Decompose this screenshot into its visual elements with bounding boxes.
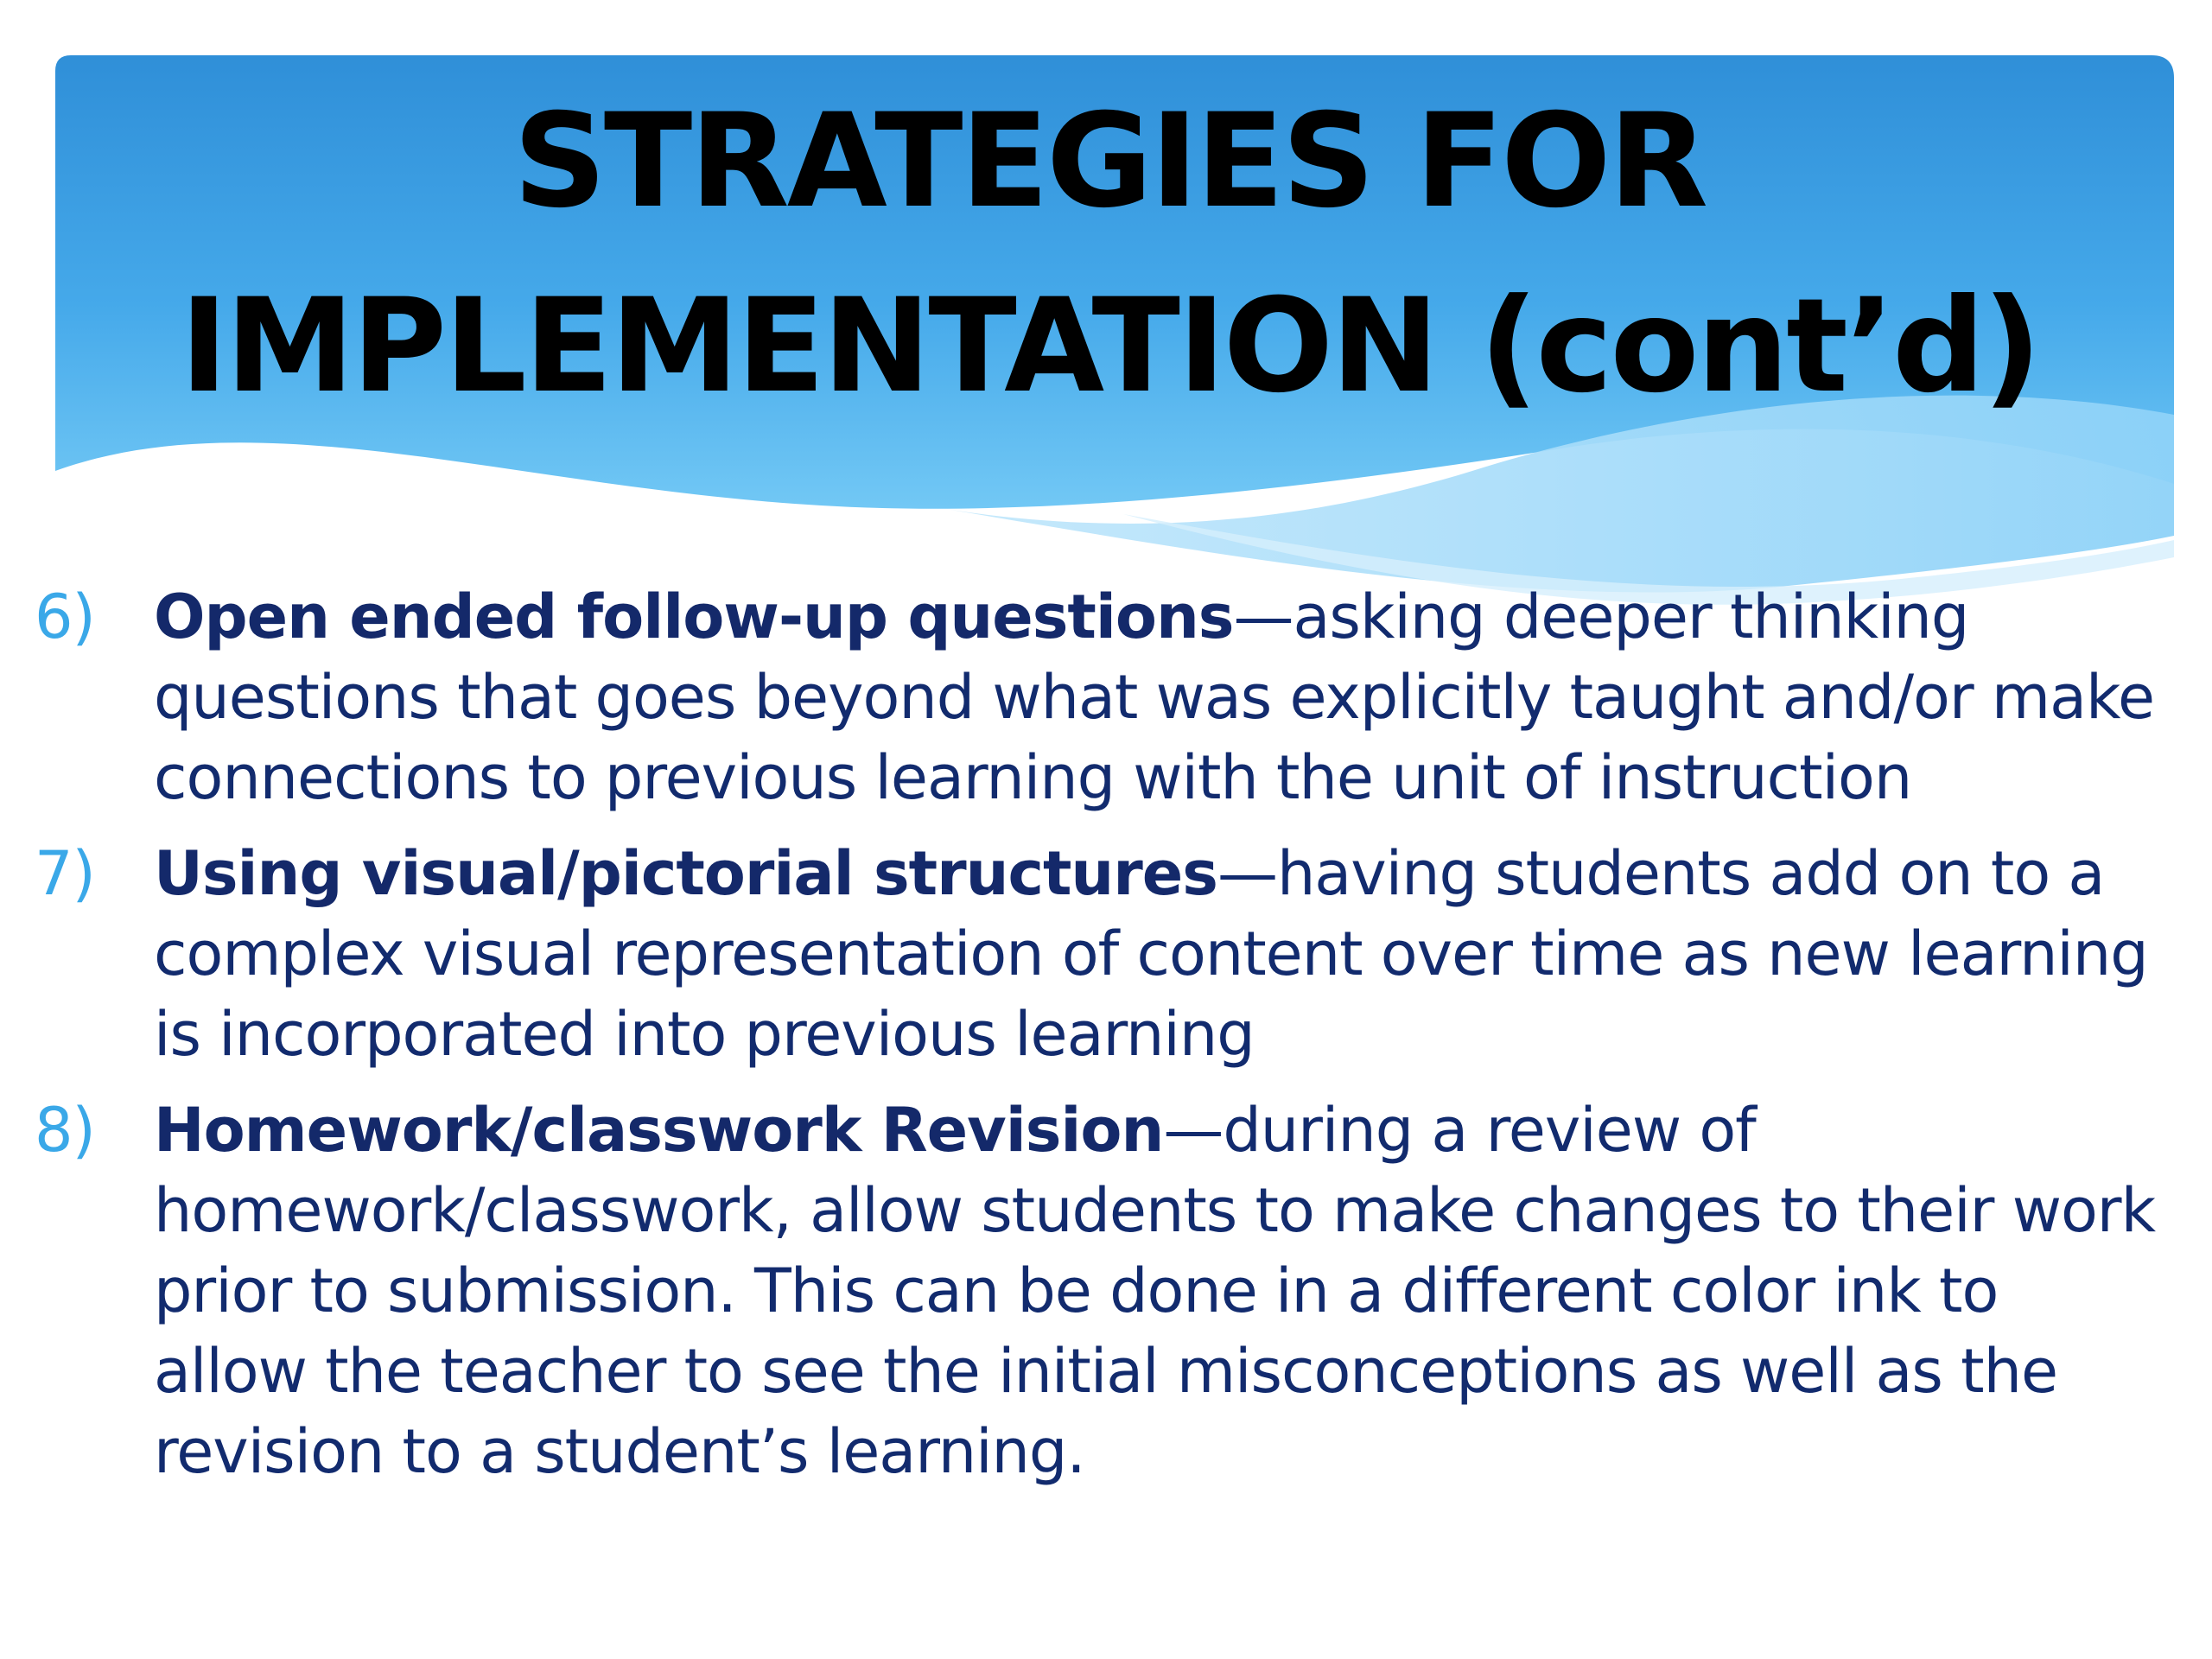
list-item [35, 1090, 2169, 1492]
item-number: 6) [35, 582, 95, 652]
list-item [35, 577, 2169, 818]
item-number: 7) [35, 838, 95, 909]
strategy-list [35, 577, 2169, 1508]
item-description: —asking deeper thinking questions that goes beyond what was explicitly taught and/or make connections to previous learning with the unit of instruction [154, 582, 2155, 813]
list-item [35, 834, 2169, 1075]
item-description: —having students add on to a complex visual representation of content over time as new learning is incorporated into previous learning [154, 838, 2148, 1070]
item-number: 8) [35, 1095, 95, 1166]
title-line-2: IMPLEMENTATION (cont’d) [180, 271, 2039, 422]
item-term: Homework/classwork Revision [154, 1095, 1164, 1166]
item-term: Open ended follow-up questions [154, 582, 1234, 652]
slide-title [55, 69, 2164, 439]
title-line-1: STRATEGIES FOR [512, 86, 1707, 237]
item-term: Using visual/pictorial structures [154, 838, 1217, 909]
item-description: —during a review of homework/classwork, allow students to make changes to their work prior to submission. This can be done in a different color ink to allow the teacher to see the initial misconceptions as well as the revision to a student’s learning. [154, 1095, 2156, 1487]
